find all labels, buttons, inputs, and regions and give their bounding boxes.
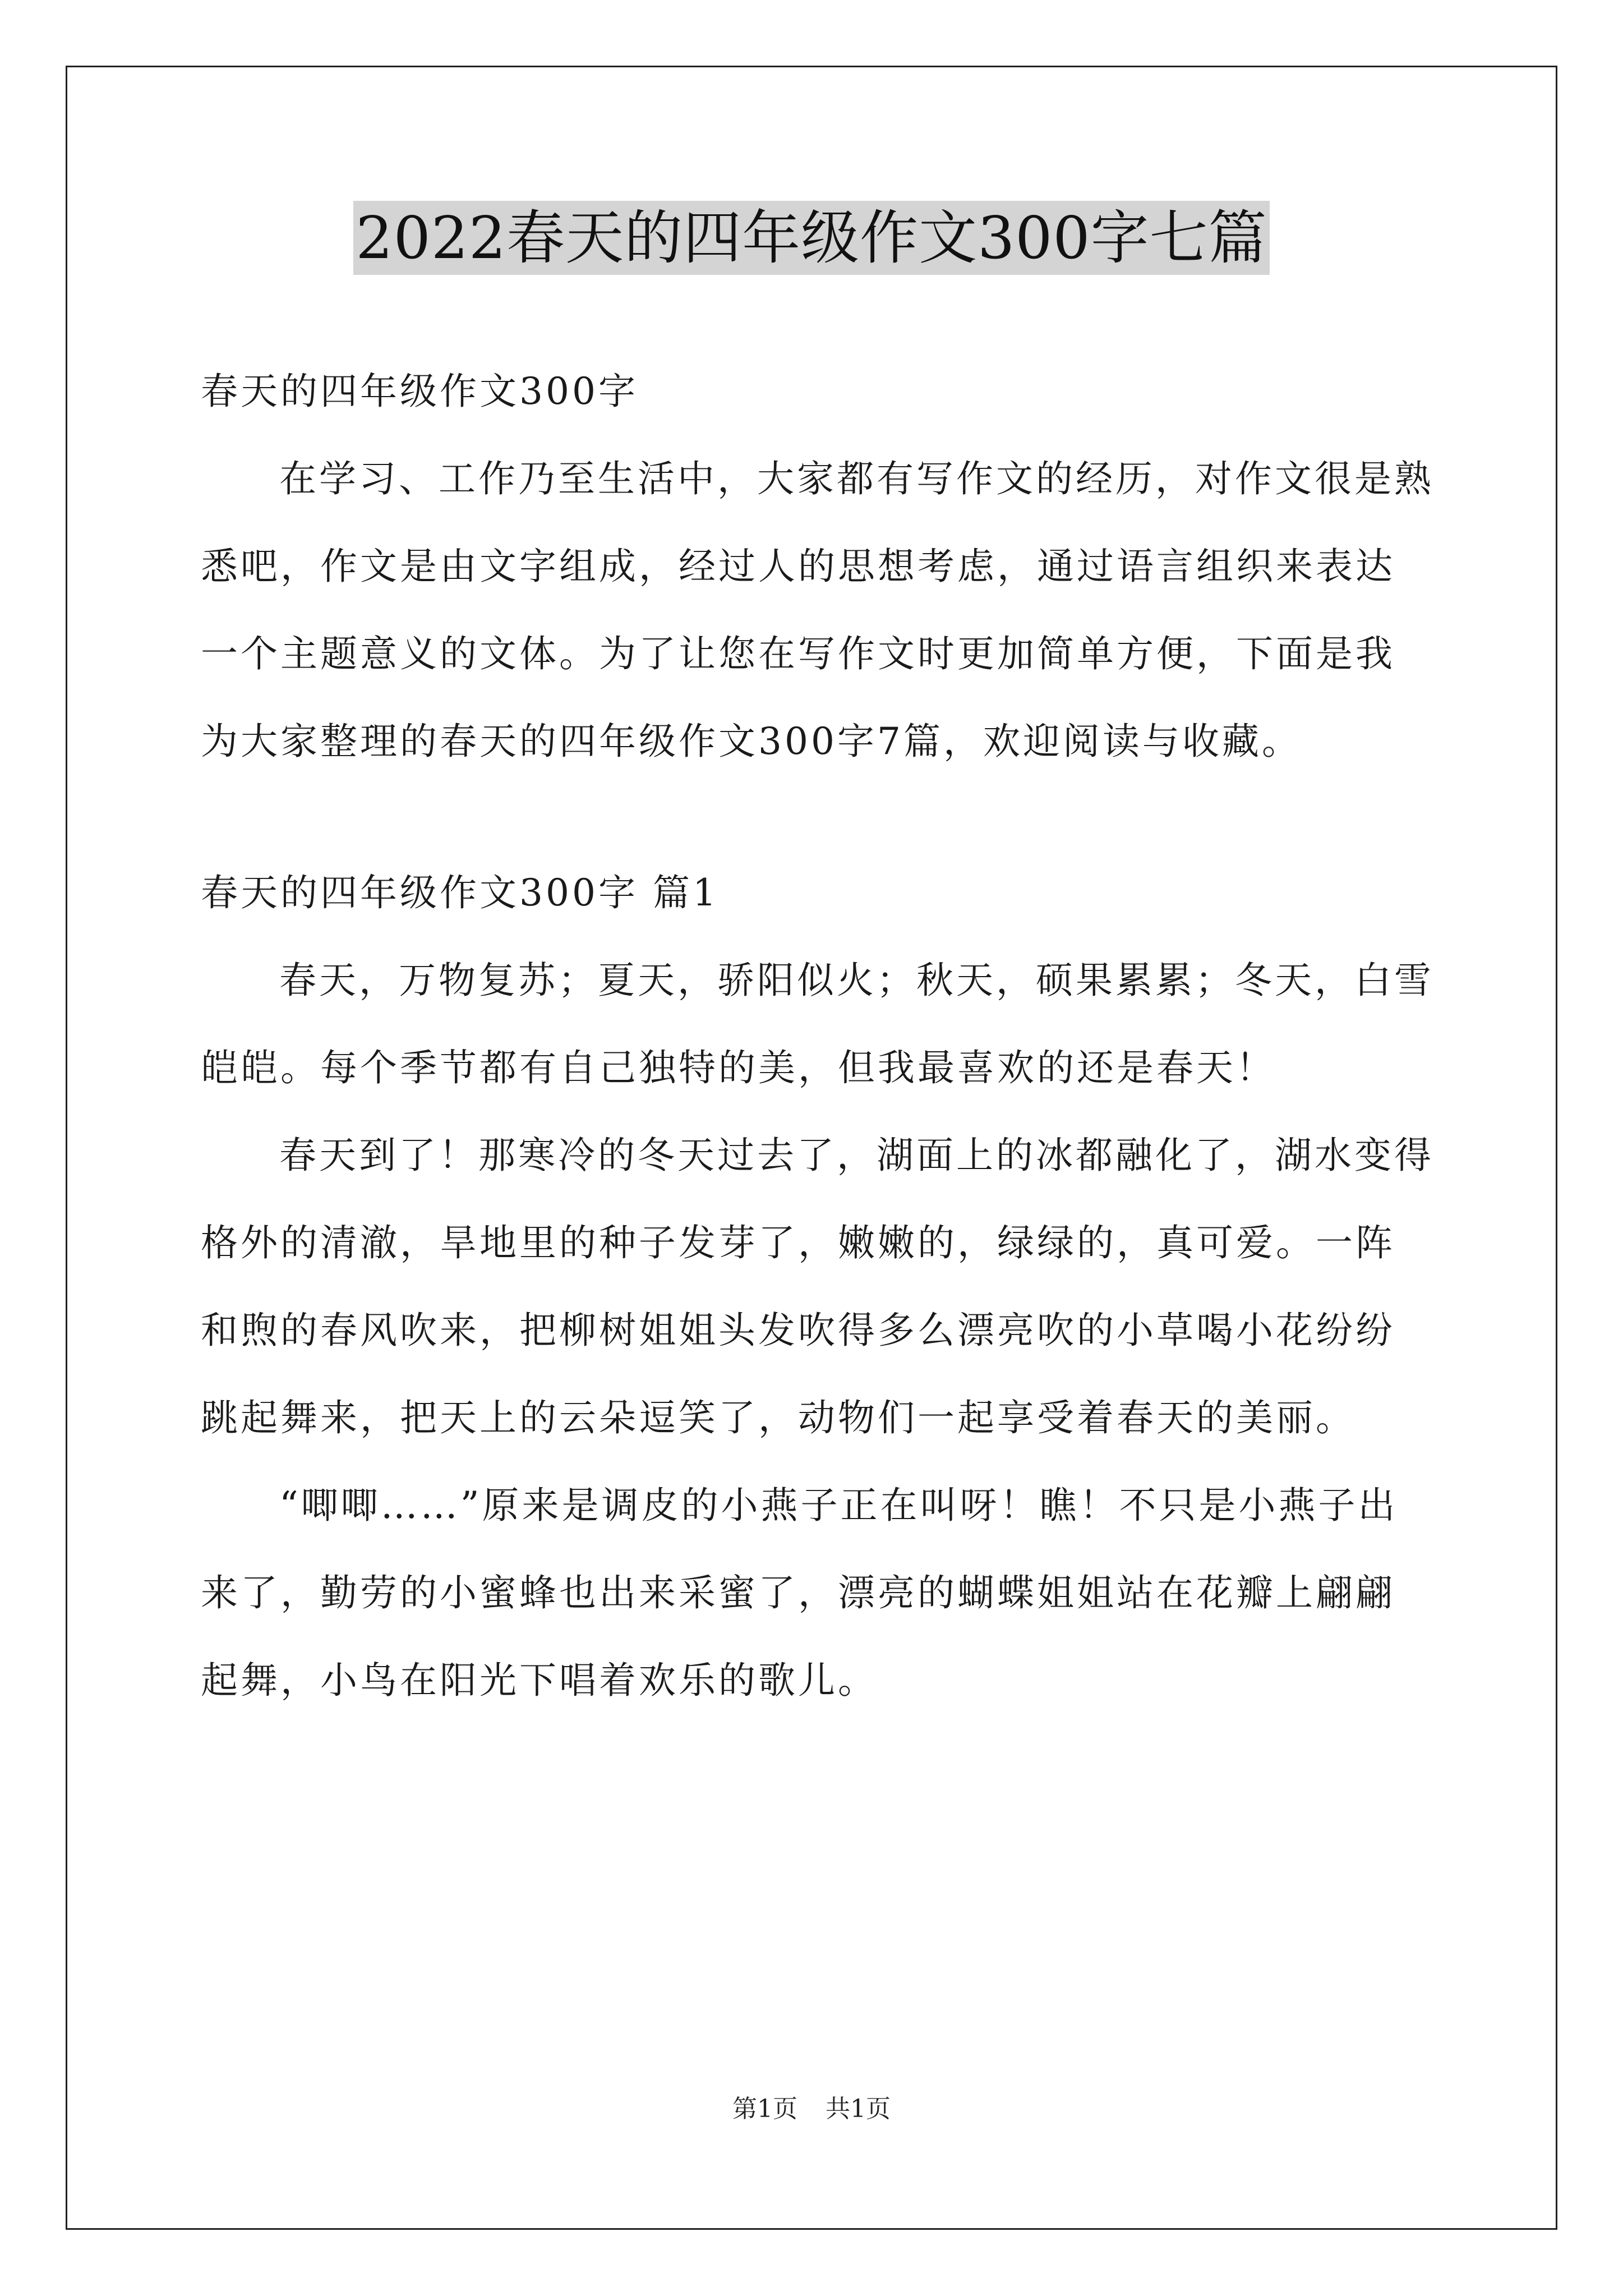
intro-paragraph: 在学习、工作乃至生活中，大家都有写作文的经历，对作文很是熟悉吧，作文是由文字组成，经过人的思想考虑，通过语言组织来表达一个主题意义的文体。为了让您在写作文时更加简单方便，下面是我为大家整理的春天的四年级作文300字7篇，欢迎阅读与收藏。 [201,457,1434,763]
page-number-total: 共1页 [826,2095,891,2123]
page-number-current: 第1页 [732,2095,797,2123]
document-body [201,348,1435,1724]
document-title: 2022春天的四年级作文300字七篇 [353,201,1269,275]
intro-heading: 春天的四年级作文300字 [201,370,638,413]
essay-paragraph: 春天，万物复苏；夏天，骄阳似火；秋天，硕果累累；冬天，白雪皑皑。每个季节都有自己独特的美，但我最喜欢的还是春天！ [201,959,1434,1089]
essay-heading: 春天的四年级作文300字 篇1 [201,871,719,914]
page-footer [0,2092,1623,2126]
essay-paragraph: “唧唧……”原来是调皮的小燕子正在叫呀！瞧！不只是小燕子出来了，勤劳的小蜜蜂也出来采蜜了，漂亮的蝴蝶姐姐站在花瓣上翩翩起舞，小鸟在阳光下唱着欢乐的歌儿。 [201,1484,1398,1702]
essay-paragraph: 春天到了！那寒冷的冬天过去了，湖面上的冰都融化了，湖水变得格外的清澈，旱地里的种子发芽了，嫩嫩的，绿绿的，真可爱。一阵和煦的春风吹来，把柳树姐姐头发吹得多么漂亮吹的小草喝小花纷纷跳起舞来，把天上的云朵逗笑了，动物们一起享受着春天的美丽。 [201,1134,1434,1439]
title-container [0,201,1623,275]
